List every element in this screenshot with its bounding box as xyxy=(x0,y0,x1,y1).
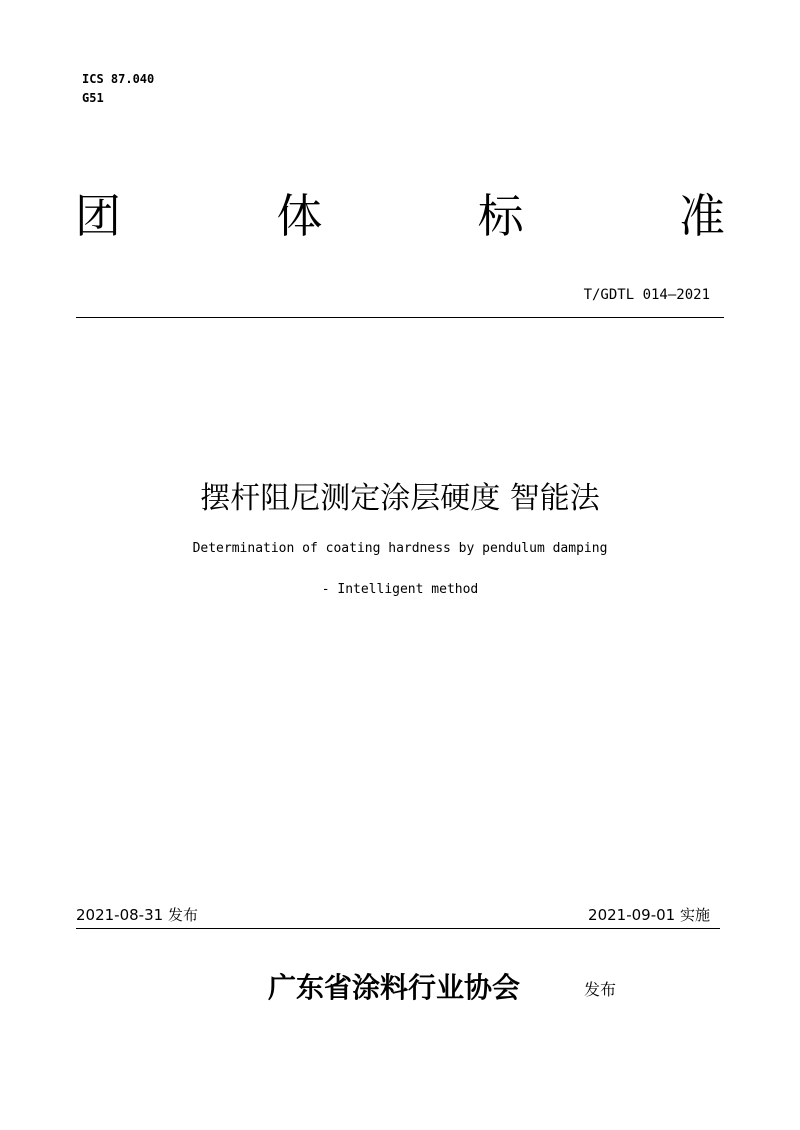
standard-type-title xyxy=(75,186,725,246)
top-divider xyxy=(76,317,724,318)
standard-number: T/GDTL 014—2021 xyxy=(583,287,710,303)
bottom-divider xyxy=(76,928,720,929)
publisher-name: 广东省涂料行业协会 xyxy=(268,971,521,1004)
effective-date: 2021-09-01 实施 xyxy=(588,906,710,924)
ics-code-block xyxy=(82,70,154,108)
publish-date: 2021-08-31 发布 xyxy=(76,906,198,924)
document-title-cn: 摆杆阻尼测定涂层硬度 智能法 xyxy=(200,481,600,516)
publish-label: 发布 xyxy=(584,980,617,999)
document-title-en: Determination of coating hardness by pendulum damping xyxy=(192,541,608,556)
ics-number: ICS 87.040 xyxy=(82,72,155,86)
ccs-number: G51 xyxy=(82,91,104,105)
title-char-3: 标 xyxy=(477,189,524,243)
title-char-4: 准 xyxy=(678,189,725,243)
title-char-2: 体 xyxy=(276,189,323,243)
document-subtitle-en: - Intelligent method xyxy=(321,582,479,597)
title-char-1: 团 xyxy=(75,189,121,243)
